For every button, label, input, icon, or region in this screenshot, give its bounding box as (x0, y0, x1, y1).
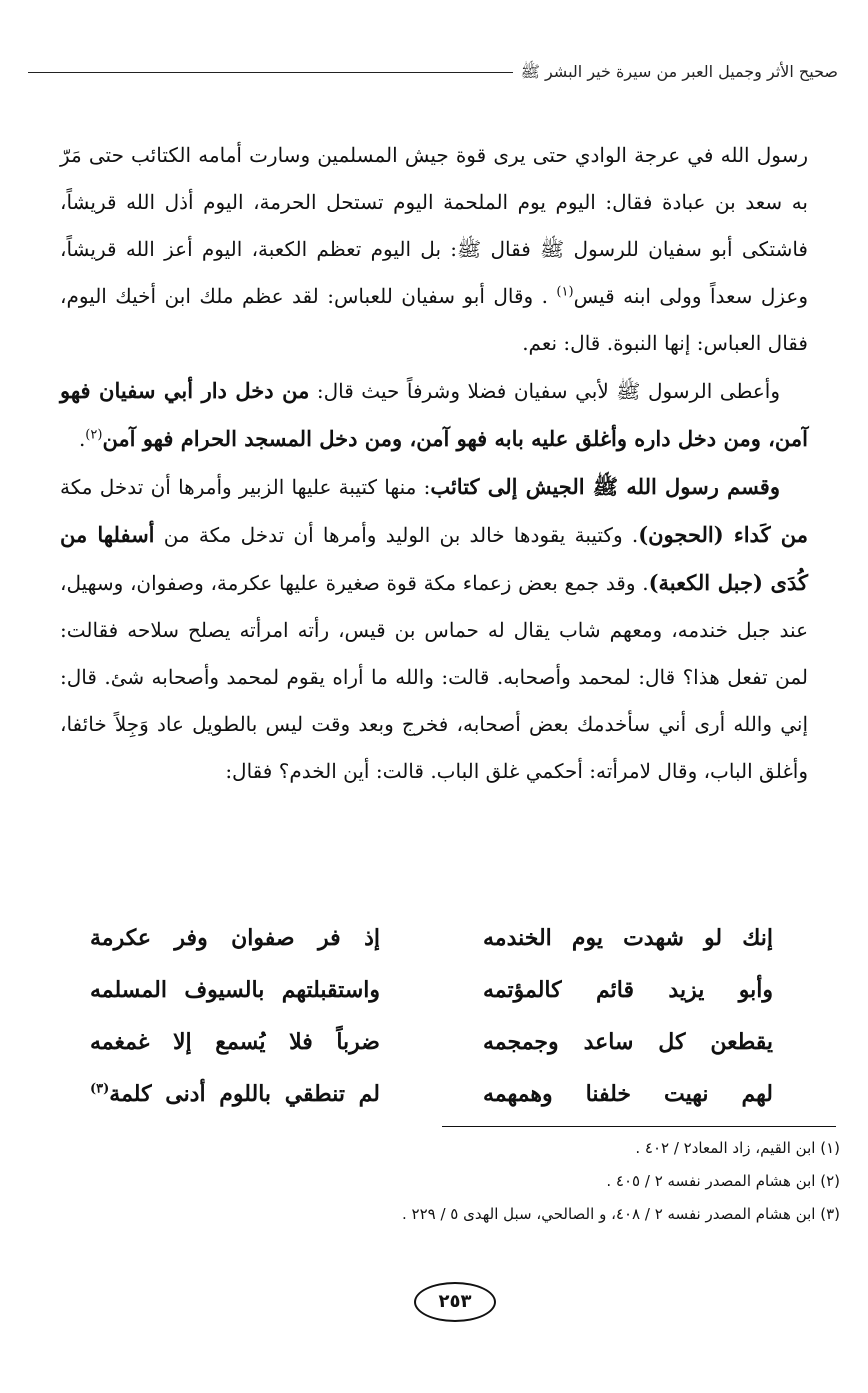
paragraph-1 (60, 132, 808, 367)
body-text (60, 132, 808, 795)
poem (90, 912, 773, 1120)
paragraph-2-quote: من دخل دار أبي سفيان فهو آمن، ومن دخل داره وأغلق عليه بابه فهو آمن، ومن دخل المسجد الحرام فهو آمن (60, 378, 808, 451)
verse-left-text: لم تنطقي باللوم أدنى كلمة (109, 1081, 380, 1107)
footnote-rule (442, 1126, 836, 1127)
verse-left: واستقبلتهم بالسيوف المسلمه (90, 977, 380, 1003)
paragraph-1-text: رسول الله في عرجة الوادي حتى يرى قوة جيش المسلمين وسارت أمامه الكتائب حتى مَرّ به سعد بن عبادة فقال: اليوم يوم الملحمة اليوم تستحل الحرمة، اليوم أذل الله قريشاً، فاشتكى أبو سفيان للرسول ﷺ فقال ﷺ: بل اليوم تعظم الكعبة، اليوم أعز الله قريشاً، وعزل سعداً وولى ابنه قيس (60, 143, 808, 308)
verse-left-with-ref (90, 1081, 380, 1107)
verse-right: يقطعن كل ساعد وجمجمه (483, 1029, 773, 1055)
footnote-1: (١) ابن القيم، زاد المعاد٢ / ٤٠٢ . (635, 1139, 840, 1157)
paragraph-2-end: . (78, 427, 86, 451)
paragraph-3-part-b: : منها كتيبة عليها الزبير وأمرها أن تدخل مكة (60, 475, 431, 499)
running-header (28, 60, 838, 84)
verse-right: لهم نهيت خلفنا وهمهمه (483, 1081, 773, 1107)
verse-right: وأبو يزيد قائم كالمؤتمه (483, 977, 773, 1003)
footnote-ref-3: (٣) (90, 1081, 110, 1097)
paragraph-3-part-d: . وكتيبة يقودها خالد بن الوليد وأمرها أن تدخل مكة من (163, 523, 639, 547)
footnote-ref-1: (١) (556, 284, 574, 300)
poem-line (90, 964, 773, 1016)
verse-right: إنك لو شهدت يوم الخندمه (483, 925, 773, 951)
poem-line (90, 1068, 773, 1120)
footnote-2: (٢) ابن هشام المصدر نفسه ٢ / ٤٠٥ . (606, 1172, 840, 1190)
poem-line (90, 1016, 773, 1068)
paragraph-1-tail: . وقال أبو سفيان للعباس: لقد عظم ملك ابن أخيك اليوم، فقال العباس: إنها النبوة. قال: نعم. (60, 284, 808, 355)
paragraph-3-heading: وقسم رسول الله ﷺ الجيش إلى كتائب (430, 474, 780, 499)
verse-left: إذ فر صفوان وفر عكرمة (90, 925, 380, 951)
paragraph-3 (60, 463, 808, 795)
paragraph-3-kuda: أسفلها من كُدَى (جبل الكعبة) (60, 522, 809, 595)
paragraph-2 (60, 367, 808, 463)
verse-left: ضرباً فلا يُسمع إلا غمغمه (90, 1029, 380, 1055)
running-title: صحيح الأثر وجميل العبر من سيرة خير البشر ﷺ (513, 60, 838, 84)
footnotes (60, 1132, 840, 1231)
poem-line (90, 912, 773, 964)
paragraph-3-kada: من كَداء (الحجون) (638, 522, 808, 547)
paragraph-2-intro: وأعطى الرسول ﷺ لأبي سفيان فضلا وشرفاً حيث قال: (316, 379, 780, 403)
footnote-3: (٣) ابن هشام المصدر نفسه ٢ / ٤٠٨، و الصالحي، سبل الهدى ٥ / ٢٢٩ . (401, 1205, 840, 1223)
paragraph-3-part-f: . وقد جمع بعض زعماء مكة قوة صغيرة عليها عكرمة، وصفوان، وسهيل، عند جبل خندمه، ومعهم شاب يقال له حماس بن قيس، رأته امرأته يصلح سلاحه فقالت: لمن تفعل هذا؟ قال: لمحمد وأصحابه. قالت: والله ما أراه يقوم لمحمد وأصحابه شئ. قال: إني والله أرى أني سأخدمك بعض أصحابه، فخرج وبعد وقت ليس بالطويل عاد وَجِلاً خائفا، وأغلق الباب، وقال لامرأته: أحكمي غلق الباب. قالت: أين الخدم؟ فقال: (60, 571, 808, 783)
footnote-ref-2: (٢) (85, 427, 103, 443)
page-number: ٢٥٣ (414, 1282, 496, 1322)
